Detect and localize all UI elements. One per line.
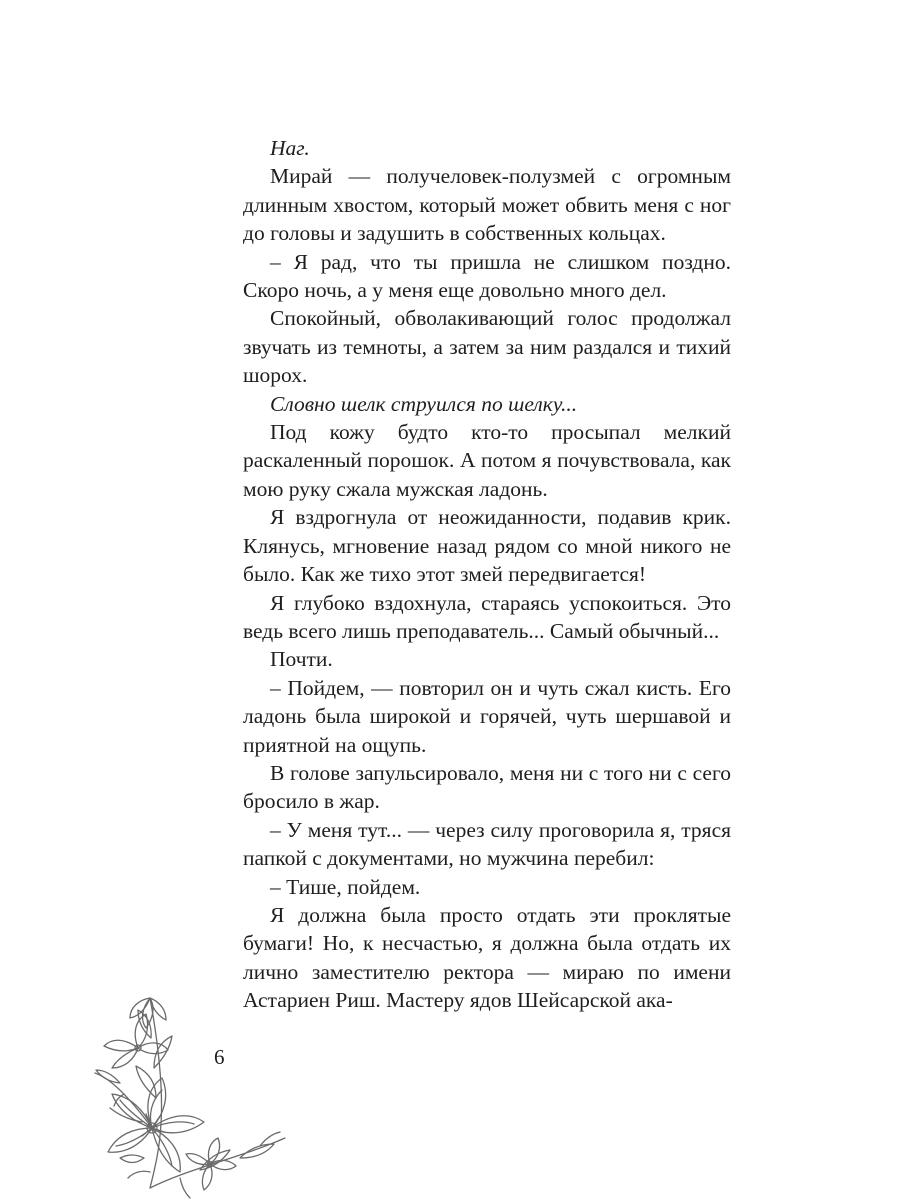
page-number: 6 xyxy=(214,1045,225,1069)
paragraph-1: Наг. xyxy=(270,136,310,160)
body-text xyxy=(243,134,731,1015)
paragraph-11: В голове запульсировало, меня ни с того ни с сего бросило в жар. xyxy=(243,760,731,814)
paragraph-12: – У меня тут... — через силу проговорила я, тряся папкой с документами, но мужчина перебил: xyxy=(243,817,731,871)
paragraph-10: – Пойдем, — повторил он и чуть сжал кисть. Его ладонь была широкой и горячей, чуть шершавой и приятной на ощупь. xyxy=(243,675,731,757)
floral-corner-ornament-icon xyxy=(90,978,290,1200)
paragraph-5: Словно шелк струился по шелку... xyxy=(270,391,578,416)
paragraph-6: Под кожу будто кто-то просыпал мелкий раскаленный порошок. А потом я почувствовала, как мою руку сжала мужская ладонь. xyxy=(243,420,731,501)
paragraph-4: Спокойный, обволакивающий голос продолжал звучать из темноты, а затем за ним раздался и тихий шорох. xyxy=(243,306,731,388)
paragraph-3: – Я рад, что ты пришла не слишком поздно. Скоро ночь, а у меня еще довольно много дел. xyxy=(243,249,731,303)
paragraph-14: Я должна была просто отдать эти проклятые бумаги! Но, к несчастью, я должна была отдать их лично заместителю ректора — мираю по имени Астариен Риш. Мастеру ядов Шейсарской ака- xyxy=(243,902,731,1013)
paragraph-2: Мирай — получеловек-полузмей с огромным длинным хвостом, который может обвить меня с ног до головы и задушить в собственных кольцах. xyxy=(243,164,731,246)
paragraph-8: Я глубоко вздохнула, стараясь успокоиться. Это ведь всего лишь преподаватель... Самый обычный... xyxy=(243,590,731,643)
paragraph-7: Я вздрогнула от неожиданности, подавив крик. Клянусь, мгновение назад рядом со мной никого не было. Как же тихо этот змей передвигается! xyxy=(243,505,731,587)
paragraph-9: Почти. xyxy=(270,647,333,672)
paragraph-13: – Тише, пойдем. xyxy=(270,874,421,899)
